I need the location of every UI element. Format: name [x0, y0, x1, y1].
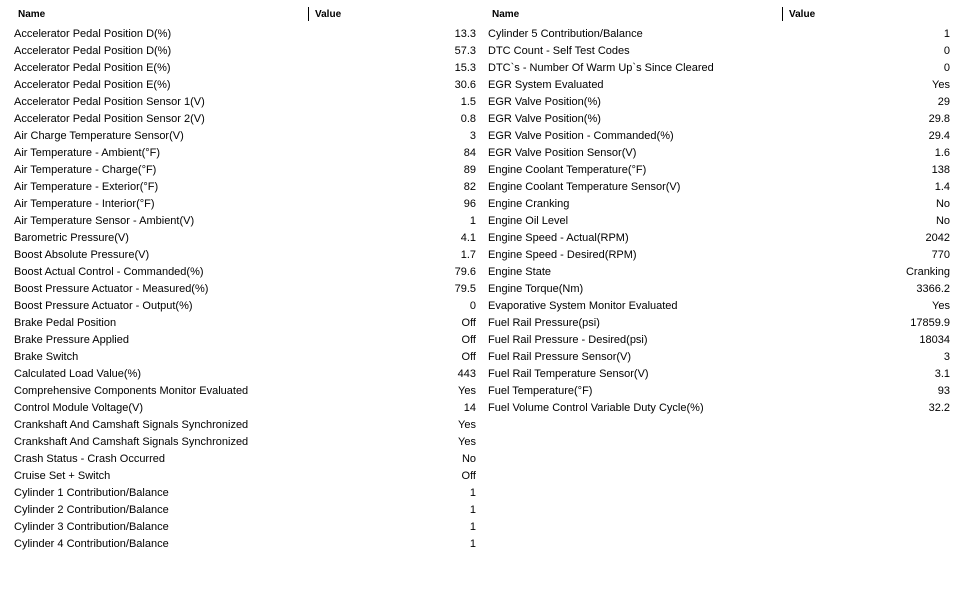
- table-row[interactable]: [10, 502, 480, 519]
- parameter-name: Air Charge Temperature Sensor(V): [14, 130, 184, 142]
- parameter-name: Barometric Pressure(V): [14, 232, 129, 244]
- parameter-value: Off: [461, 470, 476, 482]
- parameter-name: Fuel Rail Temperature Sensor(V): [488, 368, 649, 380]
- parameter-value: Off: [461, 317, 476, 329]
- parameter-value: Yes: [458, 436, 476, 448]
- table-row[interactable]: [10, 230, 480, 247]
- table-row[interactable]: [484, 366, 954, 383]
- column-header-value[interactable]: Value: [315, 9, 342, 20]
- parameter-name: Accelerator Pedal Position E(%): [14, 62, 171, 74]
- parameter-name: Boost Pressure Actuator - Measured(%): [14, 283, 209, 295]
- table-row[interactable]: [484, 196, 954, 213]
- table-row[interactable]: [484, 162, 954, 179]
- parameter-name: EGR Valve Position(%): [488, 113, 601, 125]
- table-row[interactable]: [484, 383, 954, 400]
- table-row[interactable]: [10, 128, 480, 145]
- table-row[interactable]: [10, 247, 480, 264]
- parameter-value: 30.6: [454, 79, 476, 91]
- parameter-name: Control Module Voltage(V): [14, 402, 144, 414]
- table-row[interactable]: [10, 519, 480, 536]
- parameter-name: Comprehensive Components Monitor Evaluated: [14, 385, 249, 397]
- parameter-value: 29: [937, 96, 950, 108]
- table-row[interactable]: [10, 213, 480, 230]
- table-row[interactable]: [484, 213, 954, 230]
- parameter-name: Engine Coolant Temperature(°F): [488, 164, 647, 176]
- column-resize-handle[interactable]: [308, 7, 309, 21]
- parameter-name: Accelerator Pedal Position D(%): [14, 28, 172, 40]
- parameter-value: 13.3: [454, 28, 476, 40]
- parameter-name: Brake Switch: [14, 351, 79, 363]
- table-header: [10, 6, 480, 23]
- parameter-value: 0: [943, 62, 950, 74]
- parameter-name: Engine Oil Level: [488, 215, 569, 227]
- table-row[interactable]: [10, 383, 480, 400]
- table-row[interactable]: [484, 247, 954, 264]
- table-row[interactable]: [10, 400, 480, 417]
- parameter-name: Fuel Volume Control Variable Duty Cycle(%): [488, 402, 704, 414]
- parameter-name: Cylinder 3 Contribution/Balance: [14, 521, 169, 533]
- parameter-value: 29.8: [928, 113, 950, 125]
- parameter-name: Fuel Rail Pressure - Desired(psi): [488, 334, 648, 346]
- parameter-name: Accelerator Pedal Position Sensor 2(V): [14, 113, 205, 125]
- parameter-value: 1.4: [934, 181, 950, 193]
- parameter-value: Yes: [458, 419, 476, 431]
- parameter-value: 443: [457, 368, 476, 380]
- parameter-name: Crash Status - Crash Occurred: [14, 453, 165, 465]
- table-row[interactable]: [10, 26, 480, 43]
- parameter-value: 0: [469, 300, 476, 312]
- parameter-name: Evaporative System Monitor Evaluated: [488, 300, 678, 312]
- parameter-value: 84: [463, 147, 476, 159]
- parameter-name: EGR Valve Position Sensor(V): [488, 147, 637, 159]
- parameter-name: Crankshaft And Camshaft Signals Synchronized: [14, 419, 249, 431]
- parameter-value: 79.6: [454, 266, 476, 278]
- parameter-value: 1: [469, 215, 476, 227]
- parameter-name: Cylinder 4 Contribution/Balance: [14, 538, 169, 550]
- parameter-name: Cylinder 5 Contribution/Balance: [488, 28, 643, 40]
- parameter-value: 1: [469, 504, 476, 516]
- parameter-value: 1.6: [934, 147, 950, 159]
- left-data-table: [10, 6, 480, 553]
- parameter-value: 3: [469, 130, 476, 142]
- column-header-value[interactable]: Value: [789, 9, 816, 20]
- parameter-name: Crankshaft And Camshaft Signals Synchronized: [14, 436, 249, 448]
- table-row[interactable]: [484, 298, 954, 315]
- table-row[interactable]: [484, 230, 954, 247]
- parameter-value: No: [935, 198, 950, 210]
- table-row[interactable]: [10, 451, 480, 468]
- table-row[interactable]: [484, 111, 954, 128]
- table-row[interactable]: [10, 264, 480, 281]
- parameter-value: 3.1: [934, 368, 950, 380]
- table-row[interactable]: [484, 43, 954, 60]
- table-row[interactable]: [10, 332, 480, 349]
- parameter-name: Engine Cranking: [488, 198, 570, 210]
- parameter-value: 79.5: [454, 283, 476, 295]
- parameter-name: Air Temperature - Charge(°F): [14, 164, 157, 176]
- table-header: [484, 6, 954, 23]
- parameter-value: Yes: [458, 385, 476, 397]
- parameter-name: Calculated Load Value(%): [14, 368, 141, 380]
- table-row[interactable]: [484, 94, 954, 111]
- parameter-value: 138: [931, 164, 950, 176]
- parameter-name: EGR Valve Position(%): [488, 96, 601, 108]
- parameter-name: Air Temperature - Ambient(°F): [14, 147, 161, 159]
- parameter-value: 0.8: [460, 113, 476, 125]
- parameter-name: Brake Pedal Position: [14, 317, 117, 329]
- parameter-value: 1: [469, 521, 476, 533]
- table-row[interactable]: [484, 60, 954, 77]
- parameter-value: 1: [469, 487, 476, 499]
- table-row[interactable]: [10, 366, 480, 383]
- parameter-value: 3366.2: [916, 283, 950, 295]
- right-data-table: [484, 6, 954, 417]
- parameter-value: 1.5: [460, 96, 476, 108]
- parameter-value: 17859.9: [910, 317, 950, 329]
- parameter-name: Boost Actual Control - Commanded(%): [14, 266, 204, 278]
- table-row[interactable]: [484, 315, 954, 332]
- parameter-value: 93: [937, 385, 950, 397]
- table-row[interactable]: [484, 281, 954, 298]
- parameter-name: Air Temperature - Interior(°F): [14, 198, 155, 210]
- parameter-name: Engine Coolant Temperature Sensor(V): [488, 181, 681, 193]
- table-row[interactable]: [10, 111, 480, 128]
- table-row[interactable]: [10, 349, 480, 366]
- parameter-name: Fuel Rail Pressure Sensor(V): [488, 351, 632, 363]
- table-row[interactable]: [10, 77, 480, 94]
- parameter-name: Engine Speed - Desired(RPM): [488, 249, 637, 261]
- parameter-name: Cylinder 1 Contribution/Balance: [14, 487, 169, 499]
- parameter-value: 770: [931, 249, 950, 261]
- parameter-value: 82: [463, 181, 476, 193]
- table-body: [484, 26, 954, 417]
- parameter-value: Cranking: [905, 266, 950, 278]
- parameter-value: Off: [461, 351, 476, 363]
- parameter-value: 18034: [919, 334, 950, 346]
- table-row[interactable]: [484, 264, 954, 281]
- parameter-value: 4.1: [460, 232, 476, 244]
- parameter-value: 57.3: [454, 45, 476, 57]
- table-row[interactable]: [10, 196, 480, 213]
- parameter-value: 15.3: [454, 62, 476, 74]
- parameter-name: Accelerator Pedal Position D(%): [14, 45, 172, 57]
- table-row[interactable]: [10, 43, 480, 60]
- parameter-value: 1: [943, 28, 950, 40]
- table-row[interactable]: [10, 536, 480, 553]
- parameter-name: Engine Torque(Nm): [488, 283, 584, 295]
- table-row[interactable]: [10, 315, 480, 332]
- table-row[interactable]: [484, 332, 954, 349]
- parameter-name: DTC`s - Number Of Warm Up`s Since Cleared: [488, 62, 714, 74]
- parameter-name: Air Temperature - Exterior(°F): [14, 181, 159, 193]
- table-row[interactable]: [10, 179, 480, 196]
- parameter-value: 3: [943, 351, 950, 363]
- parameter-name: Accelerator Pedal Position Sensor 1(V): [14, 96, 205, 108]
- table-row[interactable]: [10, 434, 480, 451]
- parameter-value: 1.7: [460, 249, 476, 261]
- table-row[interactable]: [484, 145, 954, 162]
- parameter-name: EGR System Evaluated: [488, 79, 604, 91]
- parameter-value: Off: [461, 334, 476, 346]
- table-row[interactable]: [10, 145, 480, 162]
- table-row[interactable]: [10, 162, 480, 179]
- table-row[interactable]: [484, 349, 954, 366]
- table-body: [10, 26, 480, 553]
- parameter-name: Accelerator Pedal Position E(%): [14, 79, 171, 91]
- parameter-value: No: [935, 215, 950, 227]
- parameter-value: 0: [943, 45, 950, 57]
- parameter-name: Boost Pressure Actuator - Output(%): [14, 300, 193, 312]
- parameter-value: 14: [463, 402, 476, 414]
- table-row[interactable]: [484, 128, 954, 145]
- parameter-value: 1: [469, 538, 476, 550]
- parameter-value: 29.4: [928, 130, 950, 142]
- table-row[interactable]: [484, 77, 954, 94]
- parameter-value: Yes: [932, 300, 950, 312]
- column-header-name[interactable]: Name: [18, 9, 46, 20]
- table-row[interactable]: [484, 179, 954, 196]
- parameter-value: No: [461, 453, 476, 465]
- table-row[interactable]: [10, 94, 480, 111]
- table-row[interactable]: [10, 60, 480, 77]
- parameter-name: Engine Speed - Actual(RPM): [488, 232, 629, 244]
- parameter-name: Engine State: [488, 266, 551, 278]
- parameter-name: Air Temperature Sensor - Ambient(V): [14, 215, 195, 227]
- table-row[interactable]: [10, 281, 480, 298]
- table-row[interactable]: [10, 468, 480, 485]
- parameter-name: Fuel Temperature(°F): [488, 385, 593, 397]
- parameter-name: Cylinder 2 Contribution/Balance: [14, 504, 169, 516]
- table-row[interactable]: [10, 298, 480, 315]
- column-header-name[interactable]: Name: [492, 9, 520, 20]
- parameter-value: 32.2: [928, 402, 950, 414]
- parameter-name: Brake Pressure Applied: [14, 334, 129, 346]
- table-row[interactable]: [484, 400, 954, 417]
- parameter-value: 2042: [925, 232, 950, 244]
- parameter-value: Yes: [932, 79, 950, 91]
- parameter-name: EGR Valve Position - Commanded(%): [488, 130, 674, 142]
- parameter-value: 89: [463, 164, 476, 176]
- parameter-name: Fuel Rail Pressure(psi): [488, 317, 600, 329]
- table-row[interactable]: [484, 26, 954, 43]
- parameter-name: Cruise Set + Switch: [14, 470, 111, 482]
- parameter-name: DTC Count - Self Test Codes: [488, 45, 630, 57]
- parameter-name: Boost Absolute Pressure(V): [14, 249, 150, 261]
- parameter-value: 96: [463, 198, 476, 210]
- column-resize-handle[interactable]: [782, 7, 783, 21]
- table-row[interactable]: [10, 485, 480, 502]
- table-row[interactable]: [10, 417, 480, 434]
